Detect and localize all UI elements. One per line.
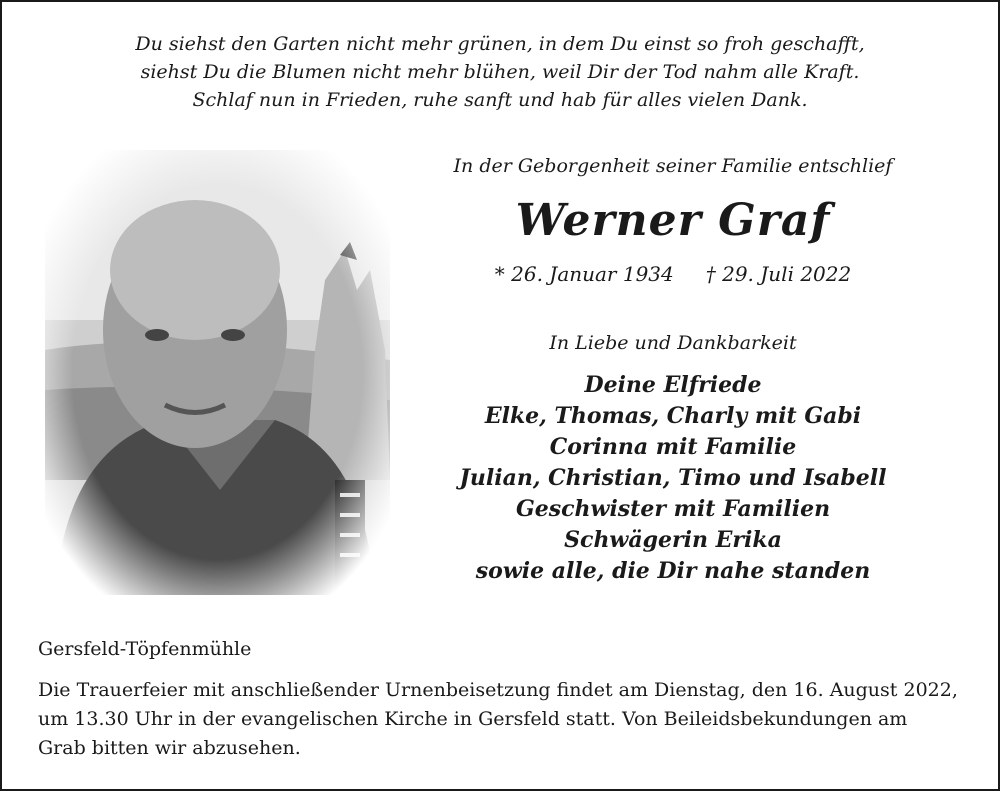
deceased-name: Werner Graf	[515, 195, 831, 246]
memorial-poem	[0, 30, 1000, 114]
poem-line: Du siehst den Garten nicht mehr grünen, in dem Du einst so froh geschafft,	[135, 33, 865, 55]
place-name: Gersfeld-Töpfenmühle	[38, 638, 252, 660]
mourners-list	[408, 370, 938, 587]
thanks-line: In Liebe und Dankbarkeit	[549, 332, 797, 354]
mourner-line: Elke, Thomas, Charly mit Gabi	[484, 403, 862, 429]
mourner-line: Julian, Christian, Timo und Isabell	[459, 465, 887, 491]
life-dates	[408, 262, 938, 286]
intro-text: In der Geborgenheit seiner Familie entschlief	[453, 155, 893, 177]
poem-line: Schlaf nun in Frieden, ruhe sanft und hab für alles vielen Dank.	[192, 89, 808, 111]
mourner-line: Geschwister mit Familien	[515, 496, 831, 522]
mourner-line: Schwägerin Erika	[564, 527, 782, 553]
portrait-illustration	[45, 150, 390, 595]
mourner-line: sowie alle, die Dir nahe standen	[475, 558, 871, 584]
notice-line: Die Trauerfeier mit anschließender Urnenbeisetzung findet am Dienstag, den 16. August 2022,	[38, 679, 958, 701]
notice-line: um 13.30 Uhr in der evangelischen Kirche in Gersfeld statt. Von Beileidsbekundungen am	[38, 708, 908, 730]
notice-line: Grab bitten wir abzusehen.	[38, 737, 301, 759]
poem-line: siehst Du die Blumen nicht mehr blühen, weil Dir der Tod nahm alle Kraft.	[140, 61, 860, 83]
birth-date: * 26. Januar 1934	[494, 262, 674, 286]
portrait-photo	[45, 150, 390, 595]
funeral-notice	[38, 676, 968, 763]
mourner-line: Corinna mit Familie	[549, 434, 797, 460]
death-date: † 29. Juli 2022	[705, 262, 852, 286]
mourner-line: Deine Elfriede	[584, 372, 762, 398]
